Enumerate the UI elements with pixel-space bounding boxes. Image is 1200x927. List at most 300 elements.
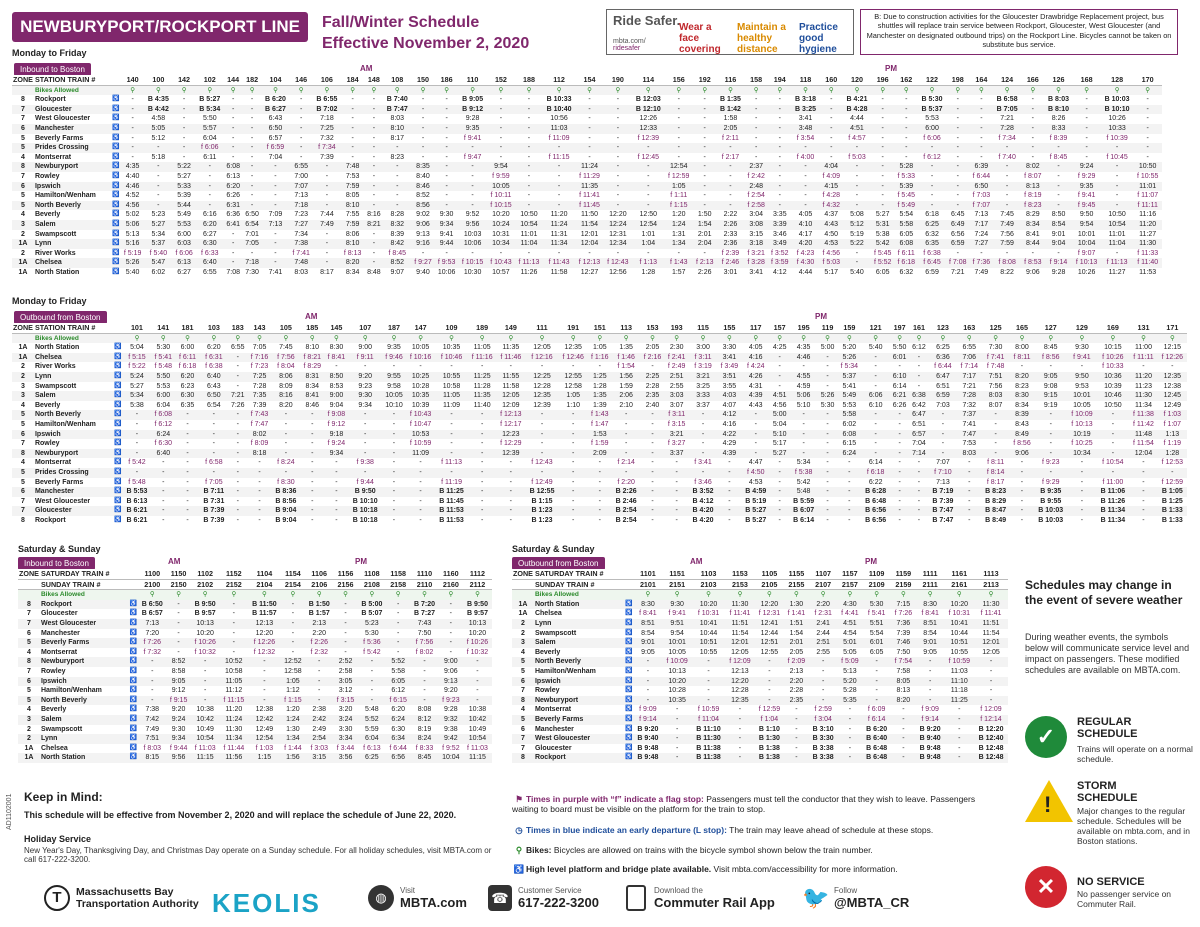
departure-time: 6:11 [203, 153, 217, 161]
departure-time: 8:28 [390, 211, 405, 219]
wheelchair-icon: ♿ [112, 96, 120, 103]
departure-time: f 2:32 [310, 648, 328, 656]
wheelchair-icon: ♿ [113, 410, 122, 420]
departure-time: - [527, 115, 531, 123]
departure-time: B 7:27 [414, 610, 436, 618]
twitter-handle[interactable]: @MBTA_CR [834, 895, 910, 910]
train-number: 143 [247, 323, 271, 333]
departure-time: - [974, 677, 1008, 687]
departure-time: - [1085, 96, 1088, 104]
departure-time: 10:41 [692, 619, 725, 629]
departure-time: f 11:11 [1133, 201, 1162, 211]
zone-header: ZONE [513, 569, 533, 578]
departure-time: 6:01 [862, 638, 891, 648]
departure-time: 11:23 [1134, 382, 1152, 390]
departure-time: - [970, 143, 994, 153]
departure-time: - [980, 249, 983, 257]
departure-time: B 11:10 [696, 725, 721, 733]
departure-time: f 8:14 [981, 468, 1010, 478]
departure-time: 1:30 [286, 725, 300, 733]
departure-time: - [274, 172, 277, 180]
departure-time: 12:38 [255, 706, 274, 714]
train-number: 105 [272, 323, 301, 333]
departure-time: f 9:11 [349, 353, 382, 363]
bikes-zone [12, 333, 34, 343]
departure-time: - [956, 134, 959, 142]
departure-time: 5:37 [837, 372, 861, 382]
bicycle-icon: ⚲ [957, 333, 981, 343]
departure-time: - [382, 506, 406, 516]
zone: 3 [12, 220, 34, 230]
departure-time: f 9:41 [668, 610, 686, 618]
departure-time: B 10:03 [1104, 96, 1130, 104]
departure-time: 5:58 [391, 667, 405, 675]
train-number: 116 [717, 75, 745, 85]
departure-time: - [675, 478, 678, 486]
departure-time: - [717, 162, 745, 172]
departure-time: - [203, 667, 207, 675]
accessibility-col [624, 579, 633, 590]
departure-time: - [693, 162, 717, 172]
train-number: 183 [228, 323, 247, 333]
bicycle-icon: ⚲ [468, 333, 496, 343]
departure-time: 1:12 [286, 687, 300, 695]
departure-time: - [450, 363, 453, 371]
departure-time: - [789, 410, 818, 420]
bikes-label: Bikes Allowed [40, 590, 129, 600]
departure-time: - [200, 430, 229, 440]
departure-time: - [968, 459, 971, 467]
bicycle-icon: ⚲ [121, 85, 145, 95]
train-number-row [18, 569, 492, 579]
wheelchair-icon: ♿ [111, 258, 120, 268]
departure-time: 11:03 [543, 124, 576, 134]
departure-time: f 7:14 [960, 363, 979, 371]
departure-time: B 1:05 [1158, 487, 1187, 497]
departure-time: 9:19 [1043, 401, 1058, 409]
departure-time: 8:31 [300, 372, 324, 382]
bicycle-icon: ⚲ [1072, 85, 1100, 95]
departure-time: 4:39 [717, 449, 741, 459]
wheelchair-icon: ♿ [113, 353, 122, 363]
departure-time: 1:04 [632, 239, 665, 249]
departure-time: 7:45 [1000, 211, 1014, 219]
departure-time: - [693, 124, 717, 134]
train-number: 2107 [809, 579, 838, 590]
departure-time: - [792, 143, 820, 153]
departure-time: 11:55 [496, 372, 525, 382]
wheelchair-icon: ♿ [129, 638, 138, 648]
zone: 4 [21, 211, 25, 219]
train-number: 2112 [463, 579, 492, 590]
departure-time: - [236, 478, 239, 486]
departure-time: - [175, 430, 199, 440]
departure-time: 5:53 [156, 382, 171, 390]
departure-time: 10:57 [492, 268, 510, 276]
departure-time: 10:58 [225, 667, 243, 675]
wheelchair-icon: ♿ [624, 734, 633, 744]
phone-number[interactable]: 617-222-3200 [518, 895, 599, 910]
bicycle-icon: ⚲ [640, 333, 664, 343]
departure-time: 10:54 [1101, 220, 1134, 230]
departure-time: - [182, 134, 186, 142]
departure-time: - [224, 105, 243, 115]
departure-time: - [243, 124, 262, 134]
departure-time: 10:51 [692, 638, 725, 648]
departure-time: - [499, 134, 503, 142]
departure-time: 11:20 [550, 211, 568, 219]
wheelchair-icon: ♿ [112, 134, 120, 141]
departure-time: 8:46 [305, 401, 320, 409]
departure-time: f 3:52 [771, 249, 789, 257]
departure-time: 6:36 [929, 353, 958, 363]
departure-time: - [891, 734, 916, 744]
wheelchair-icon: ♿ [624, 638, 633, 648]
departure-time: 8:52 [167, 657, 191, 667]
departure-time: - [604, 201, 632, 211]
departure-time: - [284, 420, 288, 428]
twitter-block: 🐦 Follow @MBTA_CR [802, 885, 910, 910]
train-number: 128 [1101, 75, 1134, 85]
departure-time: - [1020, 497, 1024, 505]
departure-time: f 6:31 [200, 353, 229, 363]
departure-time: f 1:44 [284, 744, 302, 752]
departure-time: 5:17 [772, 440, 787, 448]
bikes-label: Bikes Allowed [34, 85, 111, 95]
departure-time: - [123, 410, 152, 420]
departure-time: 12:52 [281, 657, 305, 667]
departure-time: 4:53 [819, 239, 843, 249]
departure-time: 7:05 [252, 344, 267, 352]
train-number: 198 [946, 75, 970, 85]
departure-time: 11:31 [550, 230, 568, 238]
departure-time: f 3:49 [720, 363, 739, 371]
bikes-blank [129, 590, 138, 600]
bicycle-icon: ⚲ [909, 333, 928, 343]
departure-time: B 4:42 [144, 105, 172, 115]
departure-time: 10:26 [1077, 268, 1096, 276]
departure-time: 10:25 [406, 372, 435, 382]
departure-time: 5:49 [177, 211, 191, 219]
departure-time: - [898, 497, 901, 505]
departure-time: 9:30 [662, 600, 691, 610]
departure-time: 9:06 [444, 667, 458, 675]
departure-time: f 10:43 [487, 258, 515, 268]
departure-time: - [272, 468, 301, 478]
departure-time: - [1021, 105, 1045, 115]
departure-time: 3:05 [333, 677, 357, 687]
departure-time: 10:58 [442, 382, 461, 390]
station-name: Manchester [40, 629, 80, 637]
departure-time: 10:52 [220, 657, 248, 667]
departure-time: 12:05 [533, 344, 551, 352]
wheelchair-icon: ♿ [112, 153, 120, 160]
departure-time: f 4:09 [822, 172, 840, 180]
departure-time: 11:12 [225, 687, 243, 695]
wheelchair-icon: ♿ [129, 715, 138, 725]
bicycle-icon: ⚲ [809, 590, 838, 600]
departure-time: 8:03 [957, 449, 981, 459]
departure-time: - [675, 725, 679, 733]
departure-time: - [843, 182, 871, 192]
departure-time: 1:28 [1158, 449, 1187, 459]
departure-time: - [191, 657, 220, 667]
departure-time: - [848, 497, 851, 505]
mbta-link[interactable]: MBTA.com [400, 895, 467, 910]
departure-time: 2:06 [612, 391, 641, 401]
departure-time: B 9:50 [463, 600, 492, 610]
departure-time: f 10:45 [1106, 153, 1128, 161]
bicycle-icon: ⚲ [1133, 85, 1162, 95]
departure-time: - [392, 363, 396, 371]
departure-time: f 5:52 [871, 258, 895, 268]
departure-time: 5:27 [144, 220, 172, 230]
departure-time: - [809, 657, 838, 667]
station-row [18, 619, 492, 629]
departure-time: - [677, 115, 680, 123]
departure-time: B 1:35 [719, 96, 741, 104]
wheelchair-icon: ♿ [114, 401, 122, 408]
departure-time: B 9:40 [916, 734, 945, 744]
train-number: 2152 [220, 579, 248, 590]
train-number: 1106 [305, 569, 333, 579]
clock-icon: ◷ [515, 825, 523, 835]
departure-time: - [311, 420, 314, 428]
departure-time: 2:04 [693, 239, 717, 249]
departure-time: f 12:16 [525, 353, 558, 363]
departure-time: f 6:15 [386, 696, 410, 706]
departure-time: 5:13 [843, 667, 857, 675]
train-number: 168 [1072, 75, 1100, 85]
departure-time: - [662, 715, 691, 725]
station-name: River Works [34, 363, 76, 371]
departure-time: - [707, 687, 710, 695]
bikes-zone [12, 85, 34, 95]
regular-schedule-title: REGULAR SCHEDULE [1077, 716, 1138, 740]
departure-time: - [821, 667, 825, 675]
departure-time: - [917, 459, 921, 467]
station-row [12, 220, 1162, 230]
train-number: 2157 [838, 579, 863, 590]
departure-time: - [138, 657, 166, 667]
departure-time: - [515, 124, 543, 134]
departure-time: f 8:21 [300, 353, 324, 363]
departure-time: B 6:55 [316, 96, 338, 104]
app-link[interactable]: Commuter Rail App [654, 895, 775, 910]
departure-time: 5:52 [386, 657, 410, 667]
departure-time: 10:26 [1108, 115, 1126, 123]
departure-time: - [1158, 468, 1187, 478]
departure-time: 4:46 [789, 353, 818, 363]
wheelchair-icon: ♿ [111, 182, 120, 192]
departure-time: 8:51 [916, 619, 945, 629]
departure-time: 11:09 [406, 449, 435, 459]
departure-time: f 8:41 [324, 353, 348, 363]
train-number: 1101 [633, 569, 662, 579]
bicycle-icon: ⚲ [383, 85, 411, 95]
departure-time: - [423, 687, 426, 695]
departure-time: 4:22 [717, 430, 741, 440]
departure-time: - [224, 258, 243, 268]
station-name: North Beverly [534, 657, 624, 667]
twitter-bird-icon: 🐦 [802, 885, 830, 910]
departure-time: - [496, 487, 525, 497]
departure-time: - [324, 506, 348, 516]
train-number: 144 [224, 75, 243, 85]
departure-time: 9:34 [358, 401, 373, 409]
departure-time: - [250, 249, 254, 257]
departure-time: - [228, 410, 247, 420]
bicycle-icon: ⚲ [341, 85, 365, 95]
departure-time: 12:20 [755, 600, 784, 610]
departure-time: - [918, 162, 946, 172]
departure-time: f 6:06 [196, 143, 224, 153]
departure-time: - [665, 124, 693, 134]
departure-time: 5:02 [125, 211, 140, 219]
departure-time: f 4:23 [796, 249, 815, 257]
departure-time: - [898, 459, 901, 467]
departure-time: - [818, 468, 837, 478]
departure-time: 6:05 [386, 677, 410, 687]
departure-time: B 1:25 [1161, 497, 1183, 505]
departure-time: 2:51 [809, 638, 838, 648]
departure-time: 6:47 [929, 372, 958, 382]
departure-time: - [861, 449, 890, 459]
bicycle-icon: ⚲ [439, 590, 463, 600]
departure-time: f 12:13 [575, 258, 603, 268]
departure-time: - [1142, 363, 1145, 371]
departure-time: 12:51 [755, 638, 784, 648]
departure-time: 12:20 [609, 211, 627, 219]
departure-time: 2:30 [669, 344, 684, 352]
departure-time: 3:49 [768, 239, 792, 249]
departure-time: 3:25 [696, 382, 710, 390]
departure-time: f 2:49 [667, 363, 686, 371]
departure-time: - [675, 744, 679, 752]
bikes-allowed-row [18, 590, 492, 600]
departure-time: f 1:07 [1163, 420, 1182, 428]
departure-time: - [588, 487, 612, 497]
zone: 7 [21, 497, 25, 505]
bicycle-icon: ⚲ [543, 85, 576, 95]
departure-time: 4:37 [824, 211, 839, 219]
departure-time: 9:54 [1072, 220, 1100, 230]
departure-time: 7:13 [262, 220, 290, 230]
departure-time: - [476, 687, 479, 695]
departure-time: 6:50 [262, 124, 290, 134]
departure-time: B 11:53 [435, 506, 468, 516]
ride-safer-box [606, 9, 854, 55]
departure-time: - [1067, 487, 1096, 497]
train-number: 2151 [662, 579, 691, 590]
departure-time: 12:49 [1163, 401, 1182, 409]
departure-time: 5:17 [824, 268, 839, 276]
station-name: Beverly Farms [40, 638, 129, 648]
departure-time: - [364, 162, 383, 172]
departure-time: - [784, 715, 809, 725]
departure-time: f 6:06 [923, 134, 941, 142]
departure-time: 9:51 [662, 619, 691, 629]
departure-time: 8:44 [1021, 239, 1045, 249]
departure-time: f 10:16 [406, 353, 435, 363]
departure-time: 1:54 [693, 220, 717, 230]
departure-time: f 6:14 [862, 715, 891, 725]
departure-time: f 11:41 [579, 192, 600, 200]
departure-time: - [640, 449, 664, 459]
departure-time: - [487, 124, 515, 134]
zone: 1A [18, 753, 40, 763]
departure-time: - [980, 96, 983, 104]
departure-time: - [895, 105, 919, 115]
departure-time: - [1020, 516, 1024, 524]
departure-time: - [289, 105, 313, 115]
construction-notice: B: Due to construction activities for the Gloucester Drawbridge Replacement project, bus shuttles will replace train service between Rockport, Gloucester, West Gloucester (and Manchester on designated outbound trips) on the Rockport Line. Bicycles cannot be taken on substitute bus service. [860, 9, 1178, 55]
wheelchair-icon: ♿ [112, 172, 120, 179]
departure-time: - [236, 459, 239, 467]
departure-time: f 5:19 [123, 249, 142, 257]
departure-time: B 5:00 [358, 600, 386, 610]
departure-time: 9:54 [487, 162, 515, 172]
departure-time: f 2:39 [721, 249, 740, 257]
departure-time: B 12:40 [974, 734, 1008, 744]
departure-time: - [471, 249, 474, 257]
train-number: 2106 [305, 579, 333, 590]
departure-time: 10:54 [191, 734, 220, 744]
no-service-block [1025, 866, 1195, 916]
departure-time: - [232, 629, 235, 637]
departure-time: - [572, 440, 575, 448]
departure-time: f 6:09 [867, 706, 886, 714]
departure-time: 11:20 [1129, 372, 1157, 382]
no-service-desc: No passenger service on Commuter Rail. [1077, 889, 1172, 909]
departure-time: 11:34 [543, 239, 576, 249]
departure-time: 1:57 [671, 268, 686, 276]
departure-time: 5:20 [842, 344, 857, 352]
departure-time: - [717, 487, 741, 497]
train-number: 2100 [138, 579, 166, 590]
wheelchair-icon: ♿ [113, 468, 122, 478]
departure-time: - [540, 440, 544, 448]
train-number: 117 [741, 323, 770, 333]
departure-time: - [802, 363, 805, 371]
departure-time: - [364, 440, 367, 448]
departure-time: 4:29 [722, 440, 737, 448]
storm-schedule-block: ! STORM SCHEDULE Major changes to the regular schedule. Schedules will be available on mbta.com, and in Boston stations. [1025, 780, 1195, 860]
departure-time: 4:04 [819, 162, 843, 172]
departure-time: - [250, 153, 254, 161]
departure-time: - [640, 468, 664, 478]
departure-time: f 9:41 [1067, 353, 1096, 363]
zone: 7 [27, 610, 31, 618]
departure-time: - [572, 478, 575, 486]
departure-time: f 7:26 [138, 638, 166, 648]
departure-time: - [738, 706, 742, 714]
departure-time: 6:22 [868, 478, 883, 486]
station-name: West Gloucester [40, 619, 129, 629]
departure-time: f 11:46 [496, 353, 525, 363]
departure-time: f 9:08 [324, 410, 348, 420]
departure-time: - [616, 192, 620, 200]
station-name: Lynn [40, 734, 129, 744]
departure-time: 6:01 [890, 353, 909, 363]
departure-time: - [945, 715, 974, 725]
departure-time: f 12:13 [496, 410, 525, 420]
departure-time: - [821, 687, 825, 695]
departure-time: 10:44 [950, 629, 969, 637]
departure-time: - [871, 201, 895, 211]
departure-time: - [291, 610, 295, 618]
departure-time: 4:55 [789, 372, 818, 382]
